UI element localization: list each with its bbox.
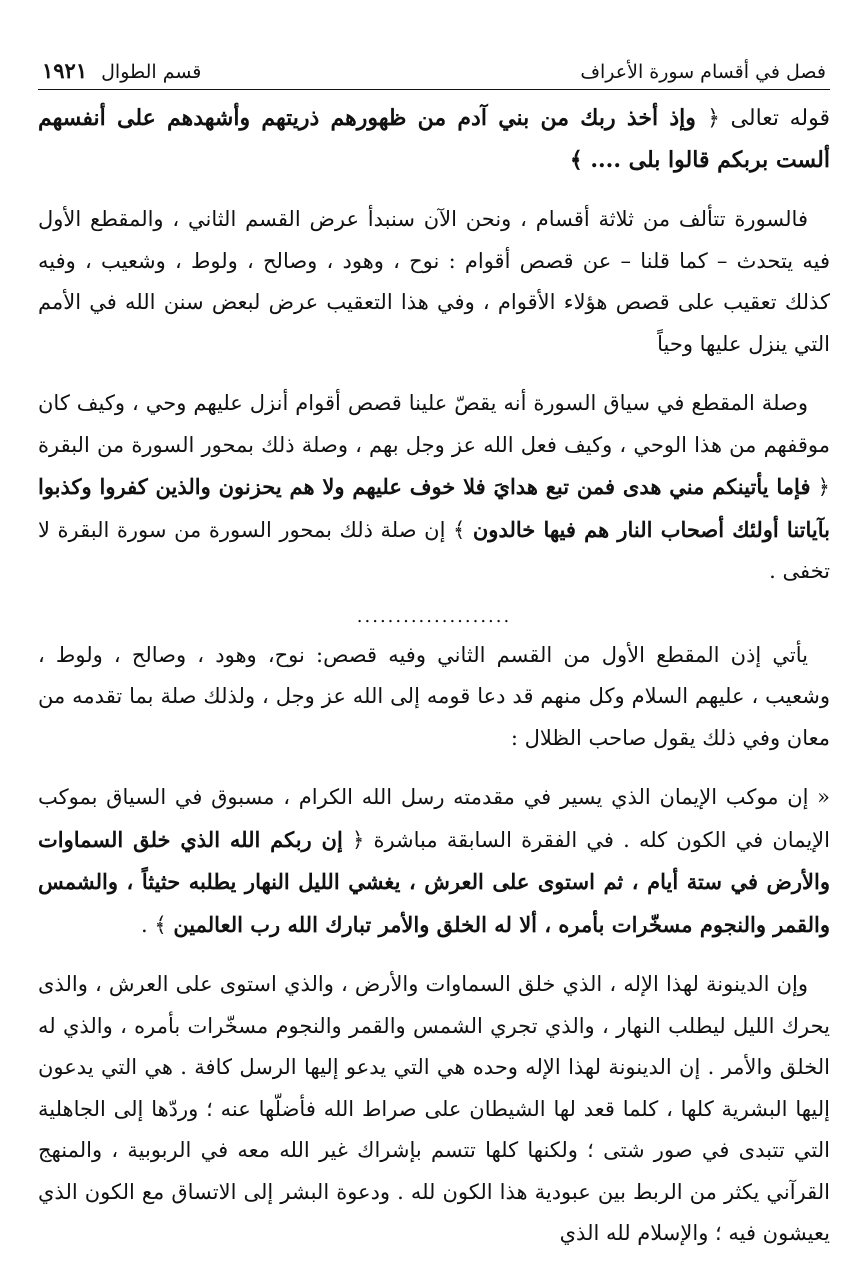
quote-pre: « إن موكب الإيمان الذي يسير في مقدمته رسل الله الكرام ، مسبوق في السياق بموكب الإيمان في الكون كله . في الفقرة السابقة مباشرة ﴿ [38,785,830,852]
verse-intro: قوله تعالى ﴿ [707,106,830,131]
paragraph-connection-pre: وصلة المقطع في سياق السورة أنه يقصّ علينا قصص أقوام أنزل عليهم وحي ، وكيف كان موقفهم من هذا الوحي ، وكيف فعل الله عز وجل بهم ، وصلة ذلك بمحور السورة من البقرة ﴿ [38,391,830,499]
page-body [38,90,830,1255]
paragraph-section-intro-text: يأتي إذن المقطع الأول من القسم الثاني وفيه قصص: نوح، وهود ، وصالح ، ولوط ، وشعيب ، عليهم السلام وكل منهم قد دعا قومه إلى الله عز وجل ، ولذلك صلة بما تقدمه من معان وفي ذلك يقول صاحب الظلال : [38,642,830,750]
paragraph-section-intro [38,635,830,760]
quote-paragraph [38,777,830,946]
paragraph-commentary-text: وإن الدينونة لهذا الإله ، الذي خلق السماوات والأرض ، والذي استوى على العرش ، والذى يحرك الليل ليطلب النهار ، والذي تجري الشمس والقمر والنجوم مسخّرات بأمره ، والذي له الخلق والأمر . إن الدينونة لهذا الإله وحده هي التي يدعو إليها الرسل كافة . هي التي يدعون إليها البشرية كلها ، كلما قعد لها الشيطان على صراط الله فأضلّها عنه ؛ وردّها إلى الجاهلية التي تتبدى في صور شتى ؛ ولكنها كلها تتسم بإشراك غير الله معه في الربوبية ، والمنهج القرآني يكثر من الربط بين عبودية هذا الكون لله . ودعوة البشر إلى الاتساق مع الكون الذي يعيشون فيه ؛ والإسلام لله الذي [38,972,830,1245]
section-title: قسم الطوال [101,61,202,83]
paragraph-connection-post: ﴾ إن صلة ذلك بمحور السورة من سورة البقرة لا تخفى . [38,517,830,583]
quote-post: ﴾ . [140,912,174,937]
verse-text: وإذ أخذ ربك من بني آدم من ظهورهم ذريتهم وأشهدهم على أنفسهم ألست بربكم قالوا بلى .... [38,105,830,173]
paragraph-commentary [38,964,830,1255]
header-left-group [42,58,201,85]
paragraph-connection-verse: فإما يأتينكم مني هدى فمن تبع هدايَ فلا خوف عليهم ولا هم يحزنون والذين كفروا وكذبوا بآياتنا أولئك أصحاب النار هم فيها خالدون [38,474,830,542]
paragraph-structure-text: فالسورة تتألف من ثلاثة أقسام ، ونحن الآن سنبدأ عرض القسم الثاني ، والمقطع الأول فيه يتحدث – كما قلنا – عن قصص أقوام : نوح ، وهود ، وصالح ، ولوط ، وشعيب ، وفيه كذلك تعقيب على قصص هؤلاء الأقوام ، وفي هذا التعقيب عرض لبعض سنن الله في الأمم التي ينزل عليها وحياً [38,207,830,356]
page-number: ١٩٢١ [42,58,88,83]
verse-close-bracket: ﴾ [569,146,583,173]
paragraph-connection [38,383,830,593]
paragraph-structure [38,199,830,365]
chapter-title: فصل في أقسام سورة الأعراف [580,61,826,83]
quote-verse: إن ربكم الله الذي خلق السماوات والأرض في ستة أيام ، ثم استوى على العرش ، يغشي الليل النهار يطلبه حثيثاً ، والشمس والقمر والنجوم مسخّرات بأمره ، ألا له الخلق والأمر تبارك الله رب العالمين [38,826,830,937]
section-separator: .................... [356,605,512,627]
running-header [38,58,830,90]
verse-paragraph [38,98,830,181]
